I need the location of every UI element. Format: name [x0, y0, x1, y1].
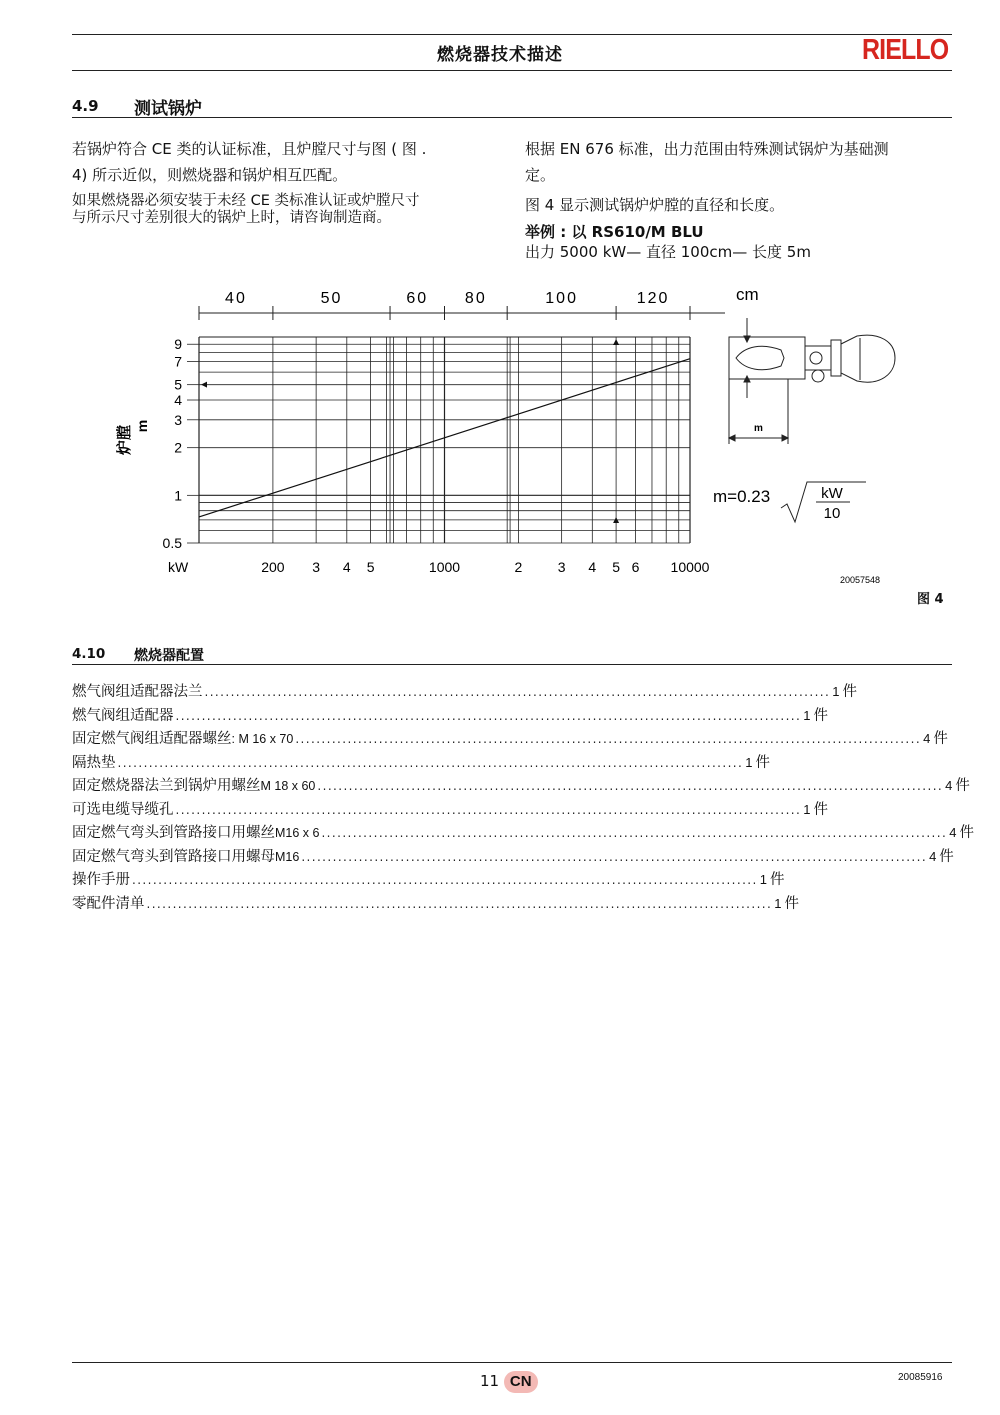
config-item-unit: 件 [933, 731, 948, 747]
section-4-10-title: 燃烧器配置 [134, 648, 204, 664]
example-arrow-left [201, 382, 207, 388]
config-item-qty: 4 [923, 731, 931, 746]
config-item-qty: 1 [803, 801, 811, 817]
config-item-name: 可选电缆导缆孔 [72, 801, 174, 818]
config-item-unit: 件 [959, 825, 974, 841]
example-text: 出力 5000 kW— 直径 100cm— 长度 5m [525, 243, 811, 261]
language-badge: CN [504, 1371, 538, 1393]
config-item [72, 680, 857, 703]
x-tick-label: 200 [261, 559, 285, 575]
y-tick-label: 4 [174, 392, 182, 409]
chart-top-axis-unit: cm [736, 285, 759, 304]
config-item-spec: M16 [275, 849, 300, 864]
config-item-name: 操作手册 [72, 872, 130, 888]
config-item-leader: ........................................................................................................................ [204, 685, 831, 699]
y-tick-label: 5 [174, 376, 182, 393]
y-tick-label: 2 [174, 439, 182, 456]
config-item-leader: ........................................................................................................................ [175, 802, 802, 817]
config-item-unit: 件 [784, 895, 799, 912]
right-paragraph-1-line-2: 定。 [525, 166, 556, 184]
y-tick-label: 0.5 [162, 535, 182, 551]
figure-ref-code: 20057548 [840, 575, 881, 585]
config-item-qty: 4 [929, 848, 937, 864]
config-item [72, 774, 970, 797]
config-item-spec: M16 x 6 [275, 826, 320, 840]
x-tick-label: 10000 [670, 559, 710, 575]
left-paragraph-2-line-2: 与所示尺寸差别很大的锅炉上时，请咨询制造商。 [72, 210, 391, 226]
config-item-qty: 1 [745, 754, 753, 770]
y-tick-label: 9 [174, 336, 182, 353]
config-item-name: 固定燃气弯头到管路接口用螺母 [72, 848, 275, 865]
riello-logo: RIELLO [862, 34, 949, 66]
x-tick-label: 1000 [428, 559, 461, 575]
x-tick-label: 5 [612, 559, 620, 575]
config-item-name: 固定燃气阀组适配器螺丝 [72, 731, 232, 747]
config-item-unit: 件 [813, 707, 828, 724]
chart-y-unit: m [134, 419, 150, 433]
config-item-unit: 件 [842, 684, 857, 700]
chart-top-axis [199, 290, 725, 320]
top-axis-label: 100 [545, 290, 578, 307]
config-item-qty: 4 [949, 825, 957, 840]
x-tick-label: 3 [557, 559, 566, 575]
page-number-group [480, 1370, 538, 1393]
example-title: 举例 : 以 RS610/M BLU [525, 223, 704, 241]
config-item-name: 燃气阀组适配器 [72, 707, 174, 724]
x-tick-label: 3 [312, 559, 321, 575]
config-item-unit: 件 [769, 872, 785, 888]
left-paragraph-1-line-2: 4) 所示近似，则燃烧器和锅炉相互匹配。 [72, 166, 348, 184]
x-tick-label: 4 [588, 559, 597, 575]
example-arrow-up [613, 339, 619, 345]
config-item-leader: ........................................................................................................................ [295, 732, 922, 746]
diagram-m-label: m [754, 423, 763, 434]
config-item-qty: 1 [774, 895, 782, 911]
config-item [72, 704, 828, 727]
config-item-name: 燃气阀组适配器法兰 [72, 684, 203, 700]
top-axis-label: 80 [464, 290, 487, 307]
config-item-qty: 4 [945, 778, 953, 793]
config-item [72, 892, 799, 915]
chart-y-label: 炉膛 [115, 424, 133, 456]
config-item [72, 845, 954, 868]
section-4-9-number: 4.9 [72, 97, 99, 115]
section-4-10-rule [72, 664, 952, 665]
config-item-name: 固定燃气弯头到管路接口用螺丝 [72, 825, 275, 841]
config-item [72, 727, 948, 750]
page-number: 11 [480, 1372, 500, 1390]
figure-4-svg [0, 0, 1000, 620]
config-item [72, 821, 974, 844]
config-item-unit: 件 [939, 848, 954, 865]
config-item-leader: ........................................................................................................................ [117, 755, 744, 770]
header-title: 燃烧器技术描述 [437, 45, 563, 65]
left-paragraph-2-line-1: 如果燃烧器必须安装于未经 CE 类标准认证或炉膛尺寸 [72, 193, 420, 209]
config-item-qty: 1 [832, 684, 840, 699]
config-item-name: 隔热垫 [72, 754, 116, 771]
config-item-spec: M 18 x 60 [260, 779, 316, 793]
section-4-10-number: 4.10 [72, 646, 106, 662]
config-item-leader: ........................................................................................................................ [321, 826, 948, 840]
config-item-unit: 件 [955, 778, 970, 794]
config-item-leader: ........................................................................................................................ [301, 849, 928, 864]
config-item [72, 798, 828, 821]
config-item-unit: 件 [755, 754, 770, 771]
y-tick-label: 3 [174, 411, 182, 428]
chart-x-label: kW [168, 559, 189, 575]
config-item-qty: 1 [803, 707, 811, 723]
top-axis-label: 120 [636, 290, 670, 307]
top-axis-label: 60 [406, 290, 429, 307]
config-item-name: 零配件清单 [72, 895, 145, 912]
right-paragraph-1-line-1: 根据 EN 676 标准，出力范围由特殊测试锅炉为基础测 [525, 140, 889, 158]
top-axis-label: 40 [225, 290, 247, 307]
formula-lhs: m=0.23 [713, 487, 771, 506]
x-tick-label: 5 [366, 559, 375, 575]
config-item-leader: ........................................................................................................................ [317, 779, 944, 793]
x-tick-label: 4 [342, 559, 351, 575]
x-tick-label: 6 [631, 559, 640, 575]
left-paragraph-1-line-1: 若锅炉符合 CE 类的认证标准，且炉膛尺寸与图 ( 图 . [72, 140, 427, 158]
formula-denominator: 10 [823, 505, 841, 522]
y-tick-label: 7 [174, 353, 182, 370]
formula-numerator: kW [821, 485, 843, 502]
figure-label: 图 4 [917, 592, 944, 607]
config-item-leader: ........................................................................................................................ [146, 896, 773, 911]
x-tick-label: 2 [514, 559, 523, 575]
footer-rule [72, 1362, 952, 1363]
config-item-leader: ........................................................................................................................ [132, 873, 758, 887]
chart-grid [199, 337, 690, 543]
config-item-qty: 1 [759, 872, 767, 887]
config-item-unit: 件 [813, 801, 828, 818]
y-tick-label: 1 [174, 487, 182, 504]
config-item-leader: ........................................................................................................................ [175, 708, 802, 723]
config-item [72, 868, 785, 891]
config-item [72, 751, 770, 774]
document-code: 20085916 [898, 1372, 943, 1383]
section-4-9-title: 测试锅炉 [134, 99, 202, 119]
top-axis-label: 50 [320, 290, 343, 307]
config-item-spec: : M 16 x 70 [231, 732, 294, 746]
right-paragraph-2: 图 4 显示测试锅炉炉膛的直径和长度。 [525, 196, 785, 214]
config-item-name: 固定燃烧器法兰到锅炉用螺丝 [72, 778, 261, 794]
